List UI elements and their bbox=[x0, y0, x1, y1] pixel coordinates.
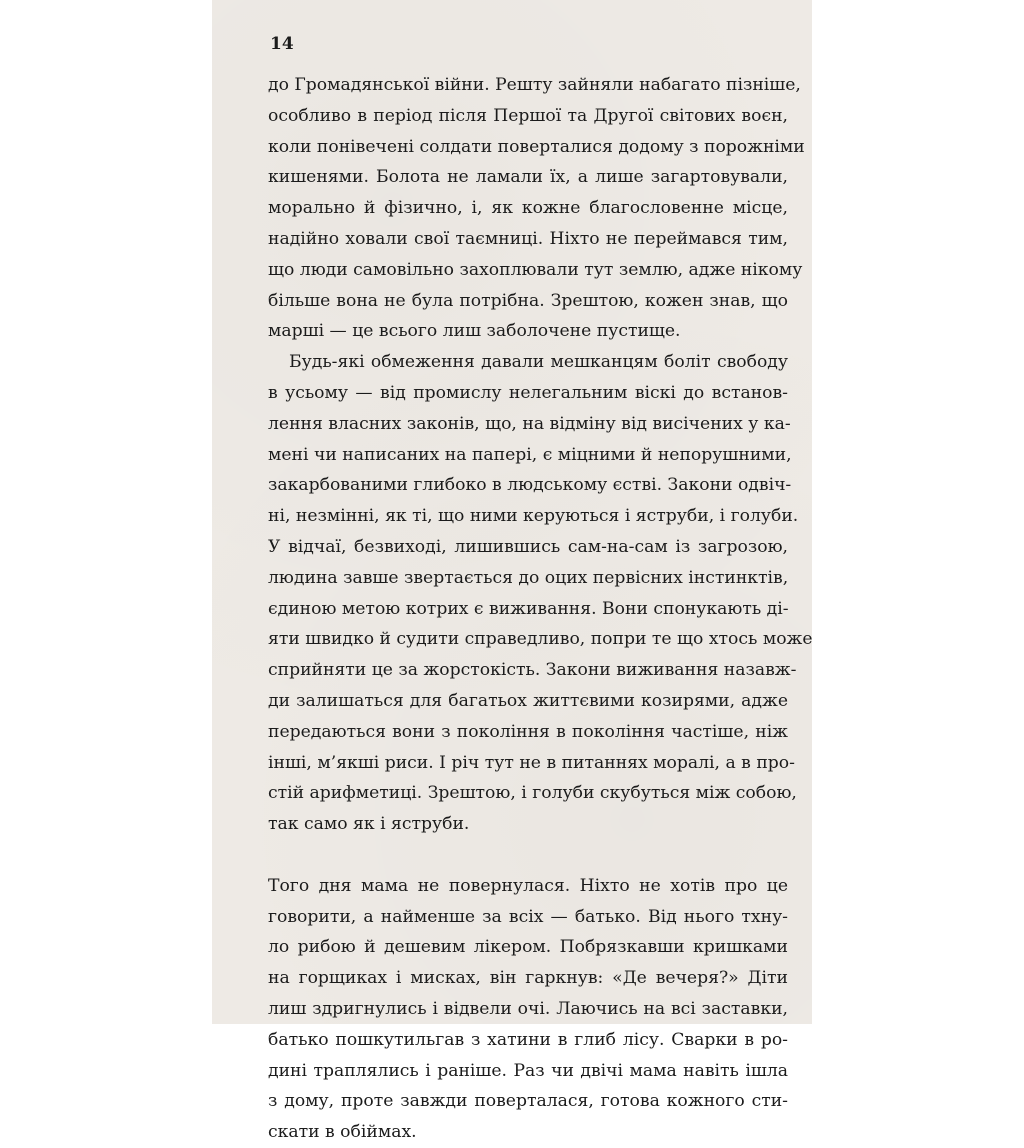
text-line: в усьому — від промислу нелегальним віскі до встанов- bbox=[268, 382, 788, 403]
text-line: коли понівечені солдати поверталися додому з порожніми bbox=[268, 136, 805, 157]
text-line: марші — це всього лиш заболочене пустище. bbox=[268, 321, 681, 342]
text-line: людина завше звертається до оцих первісних інстинктів, bbox=[268, 567, 789, 588]
paragraph-1 bbox=[268, 70, 805, 347]
text-line: кишенями. Болота не ламали їх, а лише загартовували, bbox=[268, 167, 788, 188]
text-line: У відчаї, безвиході, лишившись сам-на-сам із загрозою, bbox=[268, 536, 788, 557]
text-line: Будь-які обмеження давали мешканцям боліт свободу bbox=[289, 352, 788, 373]
text-line: лення власних законів, що, на відміну від висічених у ка- bbox=[268, 413, 791, 434]
text-line: надійно ховали свої таємниці. Ніхто не переймався тим, bbox=[268, 228, 788, 249]
text-line: дині траплялись і раніше. Раз чи двічі мама навіть ішла bbox=[268, 1060, 788, 1081]
text-line: лиш здригнулись і відвели очі. Лаючись на всі заставки, bbox=[268, 998, 788, 1019]
text-line: ні, незмінні, як ті, що ними керуються і яструби, і голуби. bbox=[268, 506, 799, 527]
text-line: скати в обіймах. bbox=[268, 1122, 417, 1143]
section-break bbox=[268, 840, 788, 871]
text-line: стій арифметиці. Зрештою, і голуби скубуться між собою, bbox=[268, 783, 797, 804]
text-line: інші, м’якші риси. І річ тут не в питаннях моралі, а в про- bbox=[268, 752, 795, 773]
text-line: до Громадянської війни. Решту зайняли набагато пізніше, bbox=[268, 75, 801, 95]
text-line: ди залишаться для багатьох життєвими козирями, адже bbox=[268, 690, 788, 711]
text-line: на горщиках і мисках, він гаркнув: «Де вечеря?» Діти bbox=[268, 968, 788, 989]
page-number: 14 bbox=[270, 34, 294, 54]
text-line: батько пошкутильгав з хатини в глиб лісу. Сварки в ро- bbox=[268, 1029, 788, 1050]
body-text bbox=[268, 70, 813, 1148]
text-line: що люди самовільно захоплювали тут землю, адже нікому bbox=[268, 259, 803, 280]
text-line: єдиною метою котрих є виживання. Вони спонукають ді- bbox=[268, 598, 789, 619]
text-line: передаються вони з покоління в покоління частіше, ніж bbox=[268, 721, 788, 742]
text-line: мені чи написаних на папері, є міцними й непорушними, bbox=[268, 444, 792, 465]
text-line: Того дня мама не повернулася. Ніхто не хотів про це bbox=[268, 875, 788, 896]
text-line: морально й фізично, і, як кожне благословенне місце, bbox=[268, 198, 788, 219]
text-line: закарбованими глибоко в людському єстві. Закони одвіч- bbox=[268, 475, 792, 496]
text-line: з дому, проте завжди поверталася, готова кожного сти- bbox=[268, 1091, 788, 1112]
text-line: ло рибою й дешевим лікером. Побрязкавши кришками bbox=[268, 937, 788, 958]
text-line: говорити, а найменше за всіх — батько. Від нього тхну- bbox=[268, 906, 788, 927]
text-line: більше вона не була потрібна. Зрештою, кожен знав, що bbox=[268, 290, 788, 311]
text-line: яти швидко й судити справедливо, попри те що хтось може bbox=[268, 629, 813, 650]
paragraph-3 bbox=[268, 871, 788, 1148]
text-line: так само як і яструби. bbox=[268, 814, 470, 835]
paragraph-2 bbox=[268, 347, 813, 840]
book-page bbox=[212, 0, 813, 1143]
text-line: особливо в період після Першої та Другої світових воєн, bbox=[268, 105, 788, 126]
text-line: сприйняти це за жорстокість. Закони виживання назавж- bbox=[268, 660, 797, 681]
